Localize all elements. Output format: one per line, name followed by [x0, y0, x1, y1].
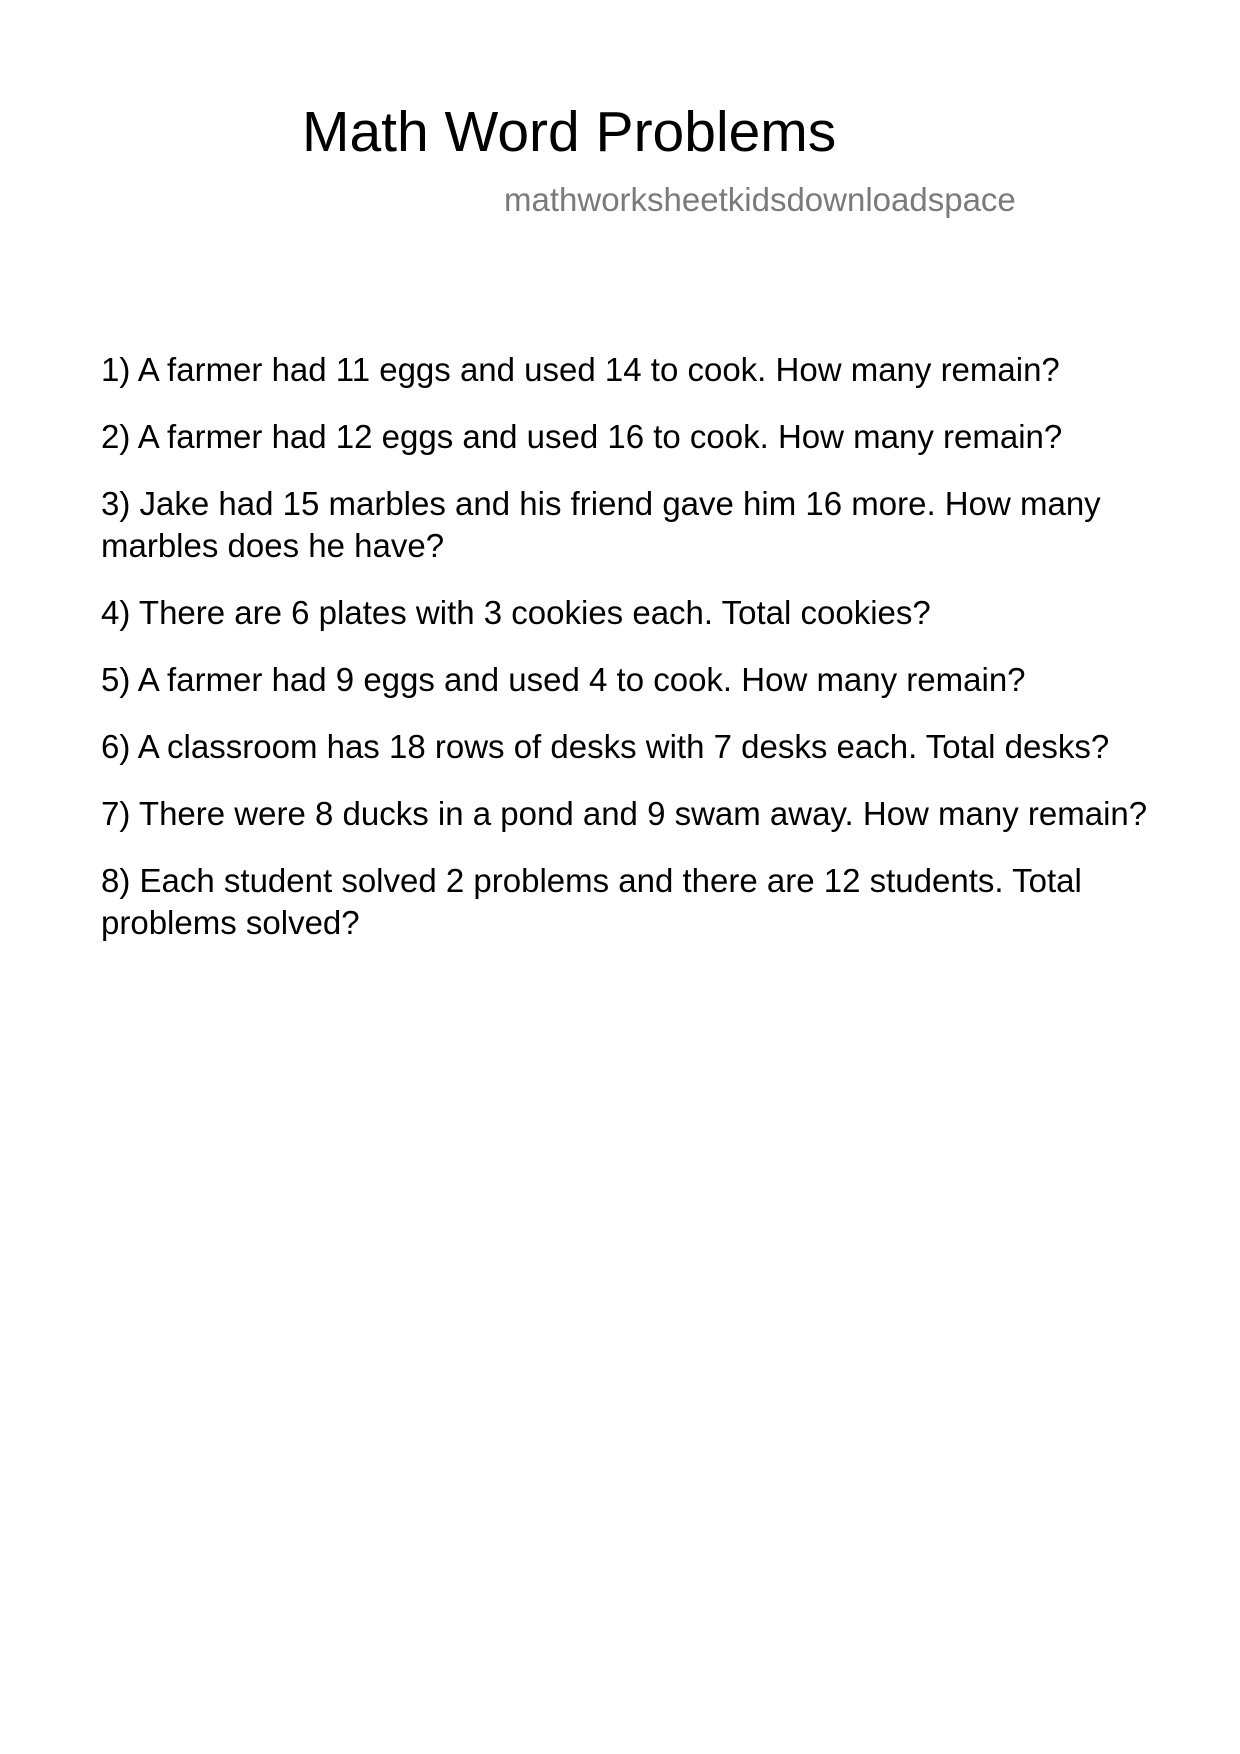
site-watermark: mathworksheetkidsdownloadspace	[504, 181, 1016, 218]
problem-item	[101, 416, 1161, 458]
problem-text: There are 6 plates with 3 cookies each. Total cookies?	[138, 594, 931, 631]
problem-number: 4)	[101, 594, 131, 631]
problem-item	[101, 483, 1161, 567]
problem-number: 8)	[101, 862, 131, 899]
problem-text: There were 8 ducks in a pond and 9 swam away. How many remain?	[138, 795, 1148, 832]
problem-number: 7)	[101, 795, 131, 832]
problem-text: A farmer had 11 eggs and used 14 to cook. How many remain?	[137, 351, 1060, 388]
problem-item	[101, 592, 1161, 634]
problem-text: A farmer had 9 eggs and used 4 to cook. How many remain?	[137, 661, 1026, 698]
problem-item	[101, 726, 1161, 768]
problem-number: 2)	[101, 418, 131, 455]
problem-item	[101, 860, 1161, 944]
problem-text: A classroom has 18 rows of desks with 7 desks each. Total desks?	[137, 728, 1110, 765]
problem-number: 6)	[101, 728, 131, 765]
problem-number: 1)	[101, 351, 131, 388]
problem-text: Each student solved 2 problems and there are 12 students. Total problems solved?	[101, 862, 1082, 941]
problem-item	[101, 349, 1161, 391]
problem-item	[101, 793, 1161, 835]
problem-number: 3)	[101, 485, 131, 522]
problem-text: Jake had 15 marbles and his friend gave him 16 more. How many marbles does he have?	[101, 485, 1101, 564]
problem-list	[101, 349, 1161, 969]
problem-text: A farmer had 12 eggs and used 16 to cook. How many remain?	[137, 418, 1063, 455]
problem-number: 5)	[101, 661, 131, 698]
page-title: Math Word Problems	[302, 100, 837, 164]
problem-item	[101, 659, 1161, 701]
